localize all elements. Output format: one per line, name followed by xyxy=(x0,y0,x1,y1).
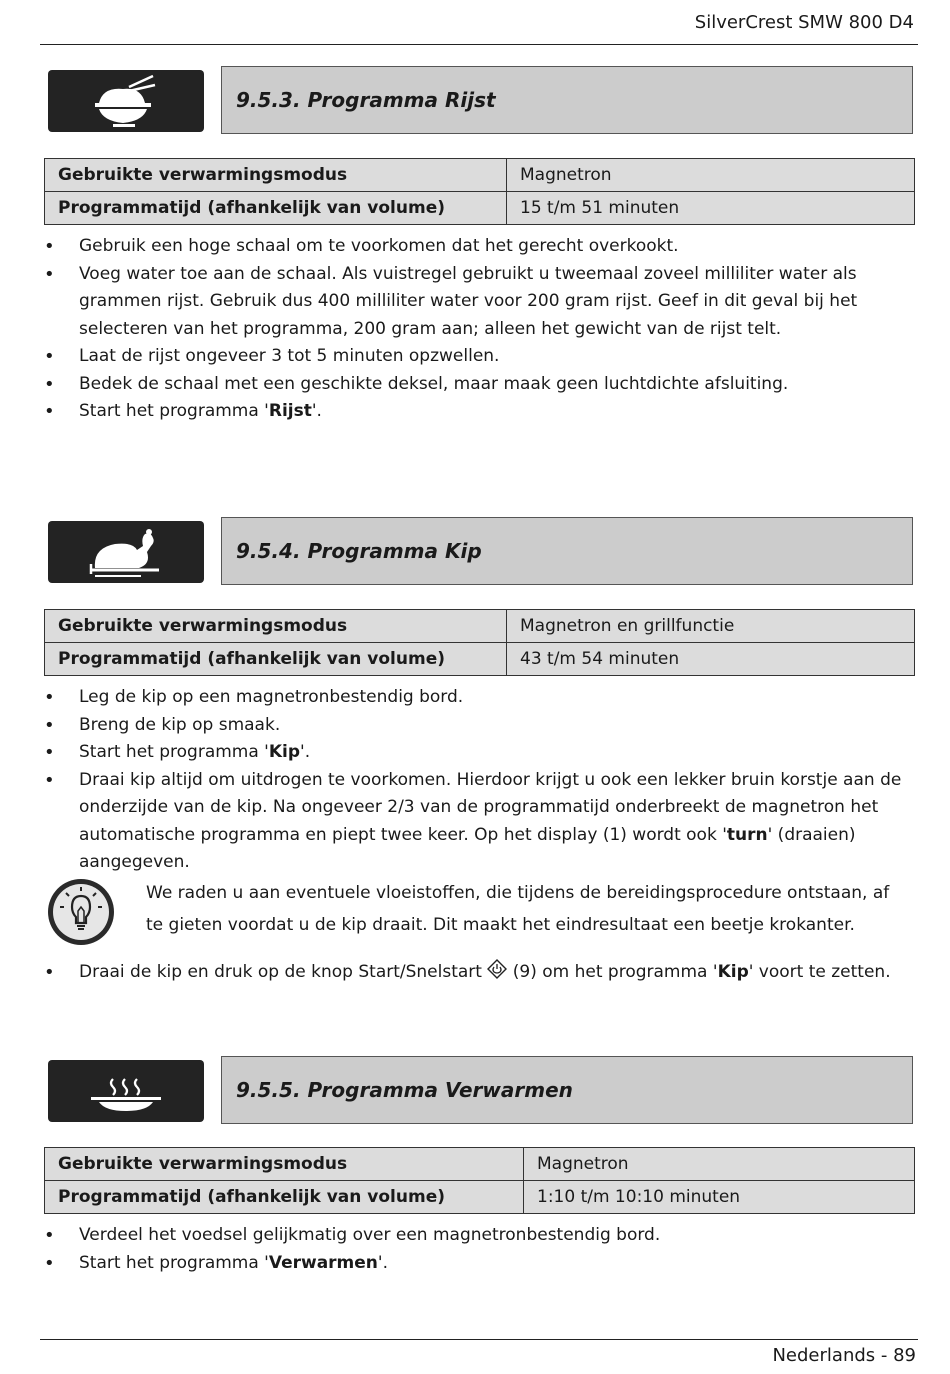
section-title: 9.5.5. Programma Verwarmen xyxy=(236,1078,573,1102)
instruction-list xyxy=(44,233,916,426)
table-row xyxy=(45,1148,915,1181)
table-value-cell: 1:10 t/m 10:10 minuten xyxy=(524,1181,915,1214)
chicken-icon xyxy=(48,521,204,583)
display-text-turn: turn xyxy=(726,824,768,845)
list-item: • Voeg water toe aan de schaal. Als vuistregel gebruikt u tweemaal zoveel milliliter water als grammen rijst. Gebruik dus 400 milliliter water voor 200 gram rijst. Geef in dit geval bij het selecteren van het programma, 200 gram aan; alleen het gewicht van de rijst telt. xyxy=(44,261,916,344)
program-name: Kip xyxy=(717,962,749,982)
header-rule xyxy=(40,44,918,45)
table-value-cell: Magnetron xyxy=(507,159,915,192)
list-item: • Breng de kip op smaak. xyxy=(44,712,916,740)
section-title-bar xyxy=(221,66,913,134)
table-value-cell: 15 t/m 51 minuten xyxy=(507,192,915,225)
list-item: • Draai kip altijd om uitdrogen te voorkomen. Hierdoor krijgt u ook een lekker bruin korstje aan de onderzijde van de kip. Na ongeveer 2/3 van de programmatijd onderbreekt de magnetron het automatische programma en piept twee keer. Op het display (1) wordt ook 'turn' (draaien) aangegeven. xyxy=(44,767,916,877)
program-name: Verwarmen xyxy=(268,1252,378,1273)
instruction-list xyxy=(44,1222,916,1277)
page-footer: Nederlands - 89 xyxy=(772,1345,916,1366)
program-name: Rijst xyxy=(268,401,312,421)
heating-plate-icon xyxy=(48,1060,204,1122)
table-key-cell: Programmatijd (afhankelijk van volume) xyxy=(45,643,507,676)
table-row xyxy=(45,159,915,192)
footer-rule xyxy=(40,1339,918,1340)
program-info-table xyxy=(44,1147,915,1214)
list-item: • Start het programma 'Kip'. xyxy=(44,739,916,767)
table-key-cell: Gebruikte verwarmingsmodus xyxy=(45,1148,524,1181)
lightbulb-tip-icon xyxy=(46,877,116,947)
instruction-list xyxy=(44,959,916,989)
list-item: • Leg de kip op een magnetronbestendig bord. xyxy=(44,684,916,712)
program-info-table xyxy=(44,158,915,225)
tip-text: We raden u aan eventuele vloeistoffen, die tijdens de bereidingsprocedure ontstaan, af te gieten voordat u de kip draait. Dit maakt het eindresultaat een beetje krokanter. xyxy=(146,883,890,935)
start-button-icon xyxy=(487,959,507,989)
table-row xyxy=(45,192,915,225)
list-item: • Start het programma 'Verwarmen'. xyxy=(44,1250,916,1278)
section-title-bar xyxy=(221,1056,913,1124)
list-item: • Laat de rijst ongeveer 3 tot 5 minuten opzwellen. xyxy=(44,343,916,371)
table-key-cell: Gebruikte verwarmingsmodus xyxy=(45,159,507,192)
instruction-list xyxy=(44,684,916,877)
table-key-cell: Gebruikte verwarmingsmodus xyxy=(45,610,507,643)
list-item: • Verdeel het voedsel gelijkmatig over een magnetronbestendig bord. xyxy=(44,1222,916,1250)
table-value-cell: Magnetron xyxy=(524,1148,915,1181)
table-row xyxy=(45,610,915,643)
table-key-cell: Programmatijd (afhankelijk van volume) xyxy=(45,1181,524,1214)
list-item: • Start het programma 'Rijst'. xyxy=(44,398,916,426)
table-row xyxy=(45,643,915,676)
section-title: 9.5.4. Programma Kip xyxy=(236,539,482,563)
section-title-bar xyxy=(221,517,913,585)
rice-bowl-icon xyxy=(48,70,204,132)
document-header-brand: SilverCrest SMW 800 D4 xyxy=(694,12,914,33)
table-row xyxy=(45,1181,915,1214)
table-value-cell: Magnetron en grillfunctie xyxy=(507,610,915,643)
list-item: • Bedek de schaal met een geschikte deksel, maar maak geen luchtdichte afsluiting. xyxy=(44,371,916,399)
program-name: Kip xyxy=(268,742,301,762)
table-key-cell: Programmatijd (afhankelijk van volume) xyxy=(45,192,507,225)
program-info-table xyxy=(44,609,915,676)
list-item: • Gebruik een hoge schaal om te voorkomen dat het gerecht overkookt. xyxy=(44,233,916,261)
table-value-cell: 43 t/m 54 minuten xyxy=(507,643,915,676)
section-title: 9.5.3. Programma Rijst xyxy=(236,88,496,112)
list-item: • Draai de kip en druk op de knop Start/Snelstart (9) om het programma 'Kip' voort te zetten. xyxy=(44,959,916,989)
